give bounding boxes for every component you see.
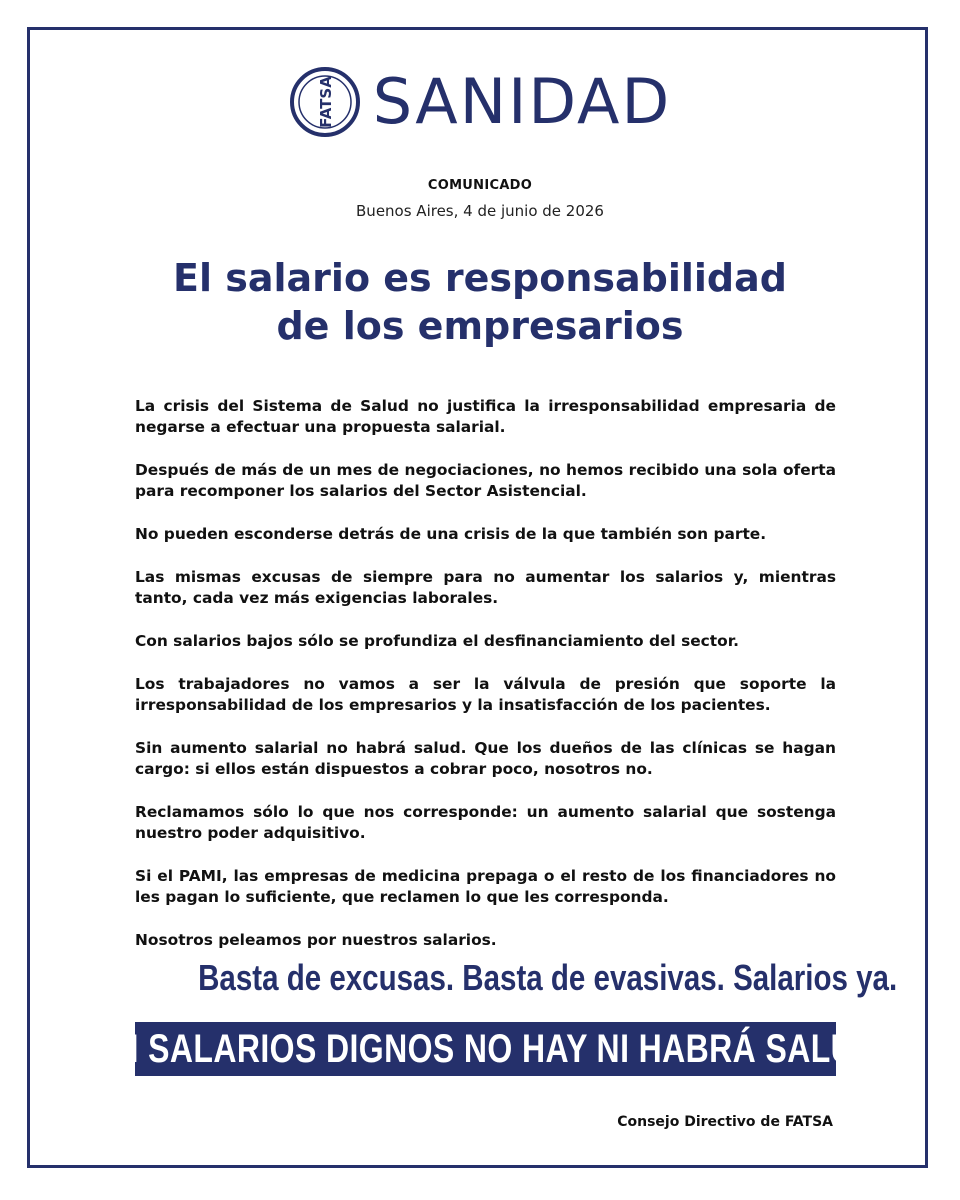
paragraph: Después de más de un mes de negociaciones, no hemos recibido una sola oferta para recomponer los salarios del Sector Asistencial. bbox=[135, 461, 836, 500]
fatsa-sanidad-logo bbox=[0, 66, 960, 138]
title-line-2: de los empresarios bbox=[276, 304, 684, 348]
document-type-label: COMUNICADO bbox=[427, 178, 533, 193]
paragraph: Con salarios bajos sólo se profundiza el desfinanciamiento del sector. bbox=[135, 632, 739, 650]
paragraph: Sin aumento salarial no habrá salud. Que los dueños de las clínicas se hagan cargo: si ellos están dispuestos a cobrar poco, nosotros no. bbox=[135, 739, 836, 778]
title-line-1: El salario es responsabilidad bbox=[173, 256, 787, 300]
seal-text: FATSA bbox=[316, 76, 335, 128]
slogan: Basta de excusas. Basta de evasivas. Salarios ya. bbox=[198, 957, 898, 998]
statement-body bbox=[135, 396, 836, 973]
banner-text: SIN SALARIOS DIGNOS NO HAY NI HABRÁ SALUD. bbox=[84, 1026, 887, 1071]
dateline: Buenos Aires, 4 de junio de 2026 bbox=[356, 202, 604, 220]
paragraph: La crisis del Sistema de Salud no justifica la irresponsabilidad empresaria de negarse a efectuar una propuesta salarial. bbox=[135, 397, 836, 436]
paragraph: No pueden esconderse detrás de una crisis de la que también son parte. bbox=[135, 525, 767, 543]
page-title bbox=[0, 254, 960, 350]
fatsa-seal-icon bbox=[289, 66, 361, 138]
paragraph: Nosotros peleamos por nuestros salarios. bbox=[135, 931, 497, 949]
paragraph: Las mismas excusas de siempre para no aumentar los salarios y, mientras tanto, cada vez más exigencias laborales. bbox=[135, 568, 836, 607]
closing-banner bbox=[84, 1022, 887, 1076]
paragraph: Los trabajadores no vamos a ser la válvula de presión que soporte la irresponsabilidad de los empresarios y la insatisfacción de los pacientes. bbox=[135, 675, 836, 714]
paragraph: Reclamamos sólo lo que nos corresponde: un aumento salarial que sostenga nuestro poder adquisitivo. bbox=[135, 803, 836, 842]
logo-wordmark: SANIDAD bbox=[372, 65, 672, 138]
paragraph: Si el PAMI, las empresas de medicina prepaga o el resto de los financiadores no les pagan lo suficiente, que reclamen lo que les corresponda. bbox=[135, 867, 836, 906]
signature: Consejo Directivo de FATSA bbox=[617, 1114, 833, 1130]
